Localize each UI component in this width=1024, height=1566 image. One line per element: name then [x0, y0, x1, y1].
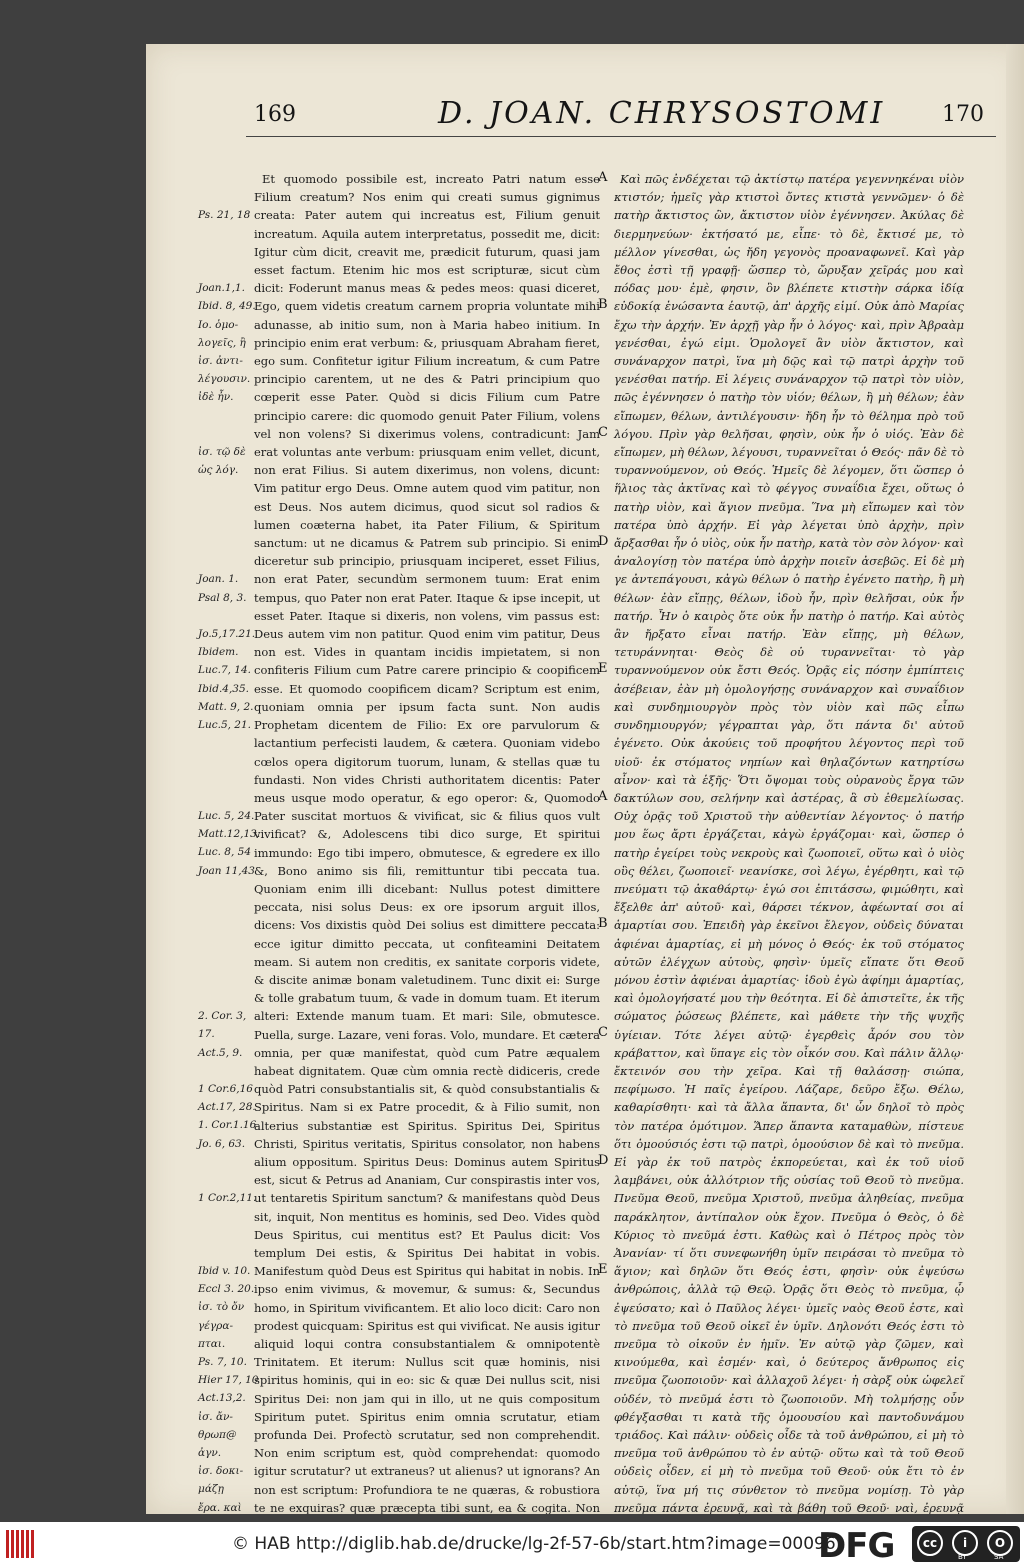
margin-note: ἰσ. ἄν- — [198, 1410, 233, 1423]
header-rule — [246, 136, 996, 137]
page-header — [146, 96, 1024, 134]
section-letter: C — [598, 424, 608, 440]
hab-logo-icon[interactable] — [6, 1530, 36, 1558]
sa-icon: O — [987, 1530, 1013, 1556]
section-letter: C — [598, 1025, 608, 1041]
margin-note: Psal 8, 3. — [198, 591, 247, 604]
margin-note: ἰσ. ἀντι- — [198, 355, 243, 367]
margin-note: θρωπ@ — [198, 1428, 237, 1441]
margin-note: Joan 11,43 — [198, 864, 255, 877]
margin-note: Luc.5, 21. — [198, 719, 252, 731]
scanned-page — [146, 44, 1024, 1514]
margin-note: Matt. 9, 2. — [198, 700, 254, 713]
section-letter: E — [598, 1262, 608, 1277]
margin-note: Ibid.4,35. — [198, 682, 250, 695]
section-letter: B — [598, 297, 608, 313]
by-label: BY — [958, 1553, 967, 1561]
section-letter: A — [598, 170, 608, 185]
sa-label: SA — [994, 1553, 1004, 1561]
section-letter: E — [598, 661, 608, 677]
margin-note: Ps. 7, 10. — [198, 1356, 247, 1368]
page-number-left: 169 — [254, 102, 296, 127]
margin-note: λογεῖς, ἢ — [198, 336, 246, 349]
margin-note: 1. Cor.1.16 — [198, 1119, 257, 1132]
dfg-logo[interactable]: DFG — [818, 1526, 895, 1566]
margin-note: Ibid. 8, 49. — [198, 300, 256, 313]
greek-text: Καὶ πῶς ἐνδέχεται τῷ ἀκτίστῳ πατέρα γεγεννηκέναι υἱὸν κτιστόν; ἡμεῖς γὰρ κτιστοὶ ὄντες κτιστὰ γεννῶμεν· ὁ δὲ πατὴρ ἄκτιστος ὢν, ἄκτιστον υἱὸν ἐγέννησεν. Ἀκύλας δὲ διερμηνεύων· ἐκτήσατό με, εἶπε· τὸ δὲ, ἔκτισέ με, τὸ μέλλον γίνεσθαι, ὡς ἤδη γεγονὸς προαναφωνεῖ. Καὶ γὰρ ἔθος ἐστὶ τῇ γραφῇ· ὥσπερ τὸ, ὤρυξαν χεῖράς μου καὶ πόδας μου· ἐμὲ, φησιν, ὃν βλέπετε κτιστὴν σάρκα ἰδίᾳ εὐδοκίᾳ ἑνώσαντα ἑαυτῷ, ἀπ' ἀρχῆς εἰμί. Οὐκ ἀπὸ Μαρίας ἔχω τὴν ἀρχήν. Ἐν ἀρχῇ γὰρ ἦν ὁ λόγος· καὶ, πρὶν Ἀβραὰμ γενέσθαι, ἐγώ εἰμι. Ὁμολογεῖ ἂν υἱὸν ἄκτιστον, καὶ συνάναρχον πατρὶ, ἵνα μὴ δῷς καὶ τῷ πατρὶ ἀρχὴν τοῦ γενέσθαι πατήρ. Εἰ λέγεις συνάναρχον τῷ πατρὶ τὸν υἱὸν, πῶς ἐγέννησεν ὁ πατὴρ τὸν υἱόν; θέλων, ἢ μὴ θέλων; ἐὰν εἴπωμεν, θέλων, ἀντιλέγουσιν· ἤδη ἦν τὸ θέλημα πρὸ τοῦ λόγου. Πρὶν γὰρ θελῆσαι, φησὶν, οὐκ ἦν ὁ υἱός. Ἐὰν δὲ εἴπωμεν, μὴ θέλων, λέγουσι, τυραννεῖται ὁ Θεός· πᾶν δὲ τὸ τυραννούμενον, οὐ Θεός. Ἡμεῖς δὲ λέγομεν, ὅτι ὥσπερ ὁ ἥλιος τὰς ἀκτῖνας καὶ τὸ φέγγος συναΐδια ἔχει, οὕτως ὁ πατὴρ υἱὸν, καὶ ἅγιον πνεῦμα. Ἵνα μὴ εἴπωμεν καὶ τὸν πατέρα ὑπὸ ἀρχήν. Εἰ γὰρ λέγεται ὑπὸ ἀρχὴν, πρὶν ἄρξασθαι ἦν ὁ υἱὸς, οὐκ ἦν πατὴρ, κατὰ τὸν σὸν λόγον· καὶ ἀναλογίσῃ τὸν πατέρα ὑπὸ ἀρχὴν ποιεῖν ἀσεβῶς. Εἰ δὲ μὴ γε ἀντεπάγουσι, κἀγὼ θέλων ὁ πατὴρ ἐγένετο πατὴρ, ἢ μὴ θέλων· ἐὰν εἴπῃς, θέλων, ἰδοὺ ἦν, πρὶν θελῆσαι, οὐκ ἦν πατήρ. Ἦν ὁ καιρὸς ὅτε οὐκ ἦν πατὴρ ὁ πατήρ. Καὶ αὐτὸς ἂν ἤρξατο εἶναι πατήρ. Ἐὰν εἴπῃς, μὴ θέλων, τετυράννηται· Θεὸς δὲ οὐ τυραννεῖται· τὸ γὰρ τυραννούμενον οὐκ ἔστι Θεός. Ὁρᾷς εἰς πόσην ἐμπίπτεις ἀσέβειαν, ἐὰν μὴ ὁμολογήσῃς συνάναρχον καὶ συναΐδιον καὶ συνδημιουργὸν πρὸς τὸν υἱὸν καὶ πῶς εἶπω συνδημιουργόν; γέγραπται γὰρ, ὅτι πάντα δι' αὐτοῦ ἐγένετο. Οὐκ ἀκούεις τοῦ προφήτου λέγοντος περὶ τοῦ υἱοῦ· ἐκ στόματος νηπίων καὶ θηλαζόντων κατηρτίσω αἶνον· καὶ τὰ ἑξῆς· Ὅτι ὄψομαι τοὺς οὐρανοὺς ἔργα τῶν δακτύλων σου, σελήνην καὶ ἀστέρας, ἃ σὺ ἐθεμελίωσας. Οὐχ ὁρᾷς τοῦ Χριστοῦ τὴν αὐθεντίαν λέγοντος· ὁ πατήρ μου ἕως ἄρτι ἐργάζεται, κἀγὼ ἐργάζομαι· καὶ, ὥσπερ ὁ πατὴρ ἐγείρει τοὺς νεκροὺς καὶ ζωοποιεῖ, οὕτω καὶ ὁ υἱὸς οὓς θέλει, ζωοποιεῖ· νεανίσκε, σοὶ λέγω, ἐγέρθητι, καὶ τῷ πνεύματι τῷ ἀκαθάρτῳ· ἐγώ σοι ἐπιτάσσω, φιμώθητι, καὶ ἔξελθε ἀπ' αὐτοῦ· καὶ, θάρσει τέκνον, ἀφέωνταί σοι αἱ ἁμαρτίαι σου. Ἐπειδὴ γὰρ ἐκεῖνοι ἔλεγον, οὐδεὶς δύναται ἀφιέναι ἁμαρτίας, εἰ μὴ μόνος ὁ Θεός· ἐκ τοῦ στόματος αὐτῶν ἐλέγχων αὐτοὺς, φησὶν· ὑμεῖς εἴπατε ὅτι Θεοῦ μόνου ἐστὶν ἀφιέναι ἁμαρτίας· ἰδοὺ ἐγὼ ἀφίημι ἁμαρτίας, καὶ ὁμολογήσατέ μου τὴν θεότητα. Εἰ δὲ ἀπιστεῖτε, ἐκ τῆς σώματος ῥώσεως βλέπετε, καὶ μάθετε τὴν τῆς ψυχῆς ὑγίειαν. Τότε λέγει αὐτῷ· ἐγερθεὶς ἆρόν σου τὸν κράβαττον, καὶ ὕπαγε εἰς τὸν οἶκόν σου. Καὶ πάλιν ἄλλῳ· ἔκτεινόν σου τὴν χεῖρα. Καὶ τῇ θαλάσσῃ· σιώπα, πεφίμωσο. Ἡ παῖς ἐγείρου. Λάζαρε, δεῦρο ἔξω. Θέλω, καθαρίσθητι· καὶ τὰ ἄλλα ἅπαντα, δι' ὧν δηλοῖ τὸ πρὸς τὸν πατέρα ὁμότιμον. Ἅπερ ἅπαντα καταμαθὼν, πίστευε ὅτι ὁμοούσιός ἐστι τῷ πατρὶ, ὁμοούσιον δὲ καὶ τὸ πνεῦμα. Εἰ γὰρ ἐκ τοῦ πατρὸς ἐκπορεύεται, καὶ ἐκ τοῦ υἱοῦ λαμβάνει, οὐκ ἀλλότριον τῆς οὐσίας τοῦ Θεοῦ τὸ πνεῦμα. Πνεῦμα Θεοῦ, πνεῦμα Χριστοῦ, πνεῦμα ἀληθείας, πνεῦμα παράκλητον, ἀντίπαλον οὐκ ἔχον. Πνεῦμα ὁ Θεὸς, ὁ δὲ Κύριος τὸ πνεῦμά ἐστι. Καθὼς καὶ ὁ Πέτρος πρὸς τὸν Ἀνανίαν· τί ὅτι συνεφωνήθη ὑμῖν πειράσαι τὸ πνεῦμα τὸ ἅγιον; καὶ δηλῶν ὅτι Θεός ἐστι, φησὶν· οὐκ ἐψεύσω ἀνθρώποις, ἀλλὰ τῷ Θεῷ. Ὁρᾷς ὅτι Θεὸς τὸ πνεῦμα, ᾧ ἐψεύσατο; καὶ ὁ Παῦλος λέγει· ὑμεῖς ναὸς Θεοῦ ἐστε, καὶ τὸ πνεῦμα τοῦ Θεοῦ οἰκεῖ ἐν ὑμῖν. Δηλονότι Θεός ἐστι τὸ πνεῦμα τὸ οἰκοῦν ἐν ἡμῖν. Ἐν αὐτῷ γὰρ ζῶμεν, καὶ κινούμεθα, καὶ ἐσμέν· καὶ, ὁ δεύτερος ἄνθρωπος εἰς πνεῦμα ζωοποιοῦν· καὶ ἀλλαχοῦ λέγει· ἡ σὰρξ οὐκ ὠφελεῖ οὐδέν, τὸ πνεῦμά ἐστι τὸ ζωοποιοῦν. Μὴ τολμήσῃς οὖν φθέγξασθαι τι κατὰ τῆς ὁμοουσίου καὶ παντοδυνάμου τριάδος. Καὶ πάλιν· οὐδεὶς οἶδε τὰ τοῦ ἀνθρώπου, εἰ μὴ τὸ πνεῦμα τοῦ ἀνθρώπου τὸ ἐν αὐτῷ· οὕτω καὶ τὰ τοῦ Θεοῦ οὐδεὶς οἶδεν, εἰ μὴ τὸ πνεῦμα τοῦ Θεοῦ· οὐκ ἔτι τὸ ἐν αὐτῷ, ἵνα μή τις σύνθετον τὸ πνεῦμα νομίσῃ. Τὸ γὰρ πνεῦμα πάντα ἐρευνᾷ, καὶ τὰ βάθη τοῦ Θεοῦ· ναὶ, ἐρευνᾷ — [614, 172, 964, 1514]
latin-text: Et quomodo possibile est, increato Patri natum esse Filium creatum? Nos enim qui creati sumus gignimus creata: Pater autem qui increatus est, Filium genuit increatum. Aquila autem interpretatus, possedit me, dicit: Igitur cùm dicit, creavit me, prædicit futurum, quasi jam esset factum. Etenim hic mos est scripturæ, sicut cùm dicit: Foderunt manus meas & pedes meos: quasi diceret, Ego, quem videtis creatum carnem propria voluntate mihi adunasse, ab initio sum, non à Maria habeo initium. In principio enim erat verbum: &, priusquam Abraham fieret, ego sum. Confitetur igitur Filium increatum, & cum Patre principio carentem, ut ne des & Patri principium quo cœperit esse Pater. Quòd si dicis Filium cum Patre principio carere: dic quomodo genuit Pater Filium, volens vel non volens? Si dixerimus volens, contradicunt: Jam erat voluntas ante verbum: priusquam enim vellet, dicunt, non erat Filius. Si autem dixerimus, non volens, dicunt: Vim patitur ergo Deus. Omne autem quod vim patitur, non est Deus. Nos autem dicimus, quod sicut sol radios & lumen coæterna habet, ita Pater Filium, & Spiritum sanctum: ut ne dicamus & Patrem sub principio. Si enim diceretur sub principio, priusquam inciperet, esset Filius, non erat Pater, secundùm sermonem tuum: Erat enim tempus, quo Pater non erat Pater. Itaque & ipse incepit, ut esset Pater. Itaque si dixeris, non volens, vim passus est: Deus autem vim non patitur. Quod enim vim patitur, Deus non est. Vides in quantam incidis impietatem, si non confiteris Filium cum Patre carere principio & coopificem esse. Et quomodo coopificem dicam? Scriptum est enim, quoniam omnia per ipsum facta sunt. Non audis Prophetam dicentem de Filio: Ex ore parvulorum & lactantium perfecisti laudem, & cætera. Quoniam videbo cœlos opera digitorum tuorum, lunam, & stellas quæ tu fundasti. Non vides Christi authoritatem dicentis: Pater meus usque modo operatur, & ego operor: &, Quomodo Pater suscitat mortuos & vivificat, sic & filius quos vult vivificat? &, Adolescens tibi dico surge, Et spiritui immundo: Ego tibi impero, obmutesce, & egredere ex illo &, Bono animo sis fili, remittuntur tibi peccata tua. Quoniam enim illi dicebant: Nullus potest dimittere peccata, nisi solus Deus: ex ore ipsorum arguit illos, dicens: Vos dixistis quòd Dei solius est dimittere peccata: ecce igitur dimitto peccata, ut confiteamini Deitatem meam. Si autem non creditis, ex sanitate corporis videte, & discite animæ bonam valetudinem. Tunc dixit ei: Surge & tolle grabatum tuum, & vade in domum tuam. Et iterum alteri: Extende manum tuam. Et mari: Sile, obmutesce. Puella, surge. Lazare, veni foras. Volo, mundare. Et cætera omnia, per quæ manifestat, quòd cum Patre æqualem habeat dignitatem. Quæ cùm omnia rectè didiceris, crede quòd Patri consubstantialis sit, & quòd consubstantialis & Spiritus. Nam si ex Patre procedit, & à Filio sumit, non alterius substantiæ est Spiritus. Spiritus Dei, Spiritus Christi, Spiritus veritatis, Spiritus consolator, non habens alium oppositum. Spiritus Deus: Dominus autem Spiritus est, sicut & Petrus ad Ananiam, Cur conspirastis inter vos, ut tentaretis Spiritum sanctum? & manifestans quòd Deus sit, inquit, Non mentitus es hominis, sed Deo. Vides quòd Deus Spiritus, cui mentitus est? Et Paulus dicit: Vos templum Dei estis, & Spiritus Dei habitat in vobis. Manifestum quòd Deus est Spiritus qui habitat in nobis. In ipso enim vivimus, & movemur, & sumus: &, Secundus homo, in Spiritum vivificantem. Et alio loco dicit: Caro non prodest quicquam: Spiritus est qui vivificat. Ne ausis igitur aliquid loqui contra consubstantialem & omnipotentè Trinitatem. Et iterum: Nullus scit quæ hominis, nisi spiritus hominis, qui in eo: sic & quæ Dei nullus scit, nisi Spiritus Dei: non jam qui in illo, ut ne quis compositum Spiritum putet. Spiritus enim omnia scrutatur, etiam profunda Dei. Profectò scrutatur, sed non comprehendit. Non enim scriptum est, quòd comprehendat: quomodo igitur scrutatur? ut extraneus? ut alienus? ut ignorans? An non est scriptum: Profundiora te ne quæras, & robustiora te ne exquiras? quæ præcepta tibi sunt, ea & cogita. Non — [254, 172, 600, 1514]
page-edge — [1006, 44, 1024, 1514]
footer-bar — [0, 1522, 1024, 1566]
margin-note: ὡς λόγ. — [198, 464, 239, 477]
margin-note: Hier 17, 10 — [198, 1374, 259, 1387]
latin-column — [254, 170, 600, 1514]
greek-column — [614, 170, 964, 1514]
section-letter: D — [598, 534, 609, 549]
section-letter: A — [598, 788, 608, 804]
margin-note: ἰσ. τῷ δὲ — [198, 446, 246, 458]
margin-note: 17. — [198, 1028, 215, 1041]
margin-note: Luc.7, 14. — [198, 664, 252, 677]
margin-note: Ibidem. — [198, 646, 239, 659]
section-letter: D — [598, 1152, 609, 1168]
copyright-link[interactable]: © HAB http://diglib.hab.de/drucke/lg-2f-57-6b/start.htm?image=00096 — [232, 1534, 836, 1554]
margin-note: Joan. 1. — [198, 573, 239, 586]
section-letter: B — [598, 916, 608, 932]
cc-icon: cc — [917, 1530, 943, 1556]
margin-note: Act.13,2. — [198, 1392, 246, 1405]
margin-note: ἔρα. καὶ — [198, 1501, 242, 1514]
margin-note: λέγουσιν. — [198, 373, 251, 386]
margin-note: ἰσ. δοκι- — [198, 1465, 244, 1478]
margin-note: Act.17, 28. — [198, 1101, 256, 1114]
margin-note: Joan.1,1. — [198, 282, 245, 295]
margin-note: Eccl 3. 20. — [198, 1283, 255, 1296]
margin-note: Ιο. ὁμο- — [198, 318, 239, 331]
margin-note: γέγρα- — [198, 1319, 233, 1332]
margin-note: Matt.12,13. — [198, 828, 261, 841]
running-title: D. JOAN. CHRYSOSTOMI — [438, 96, 886, 131]
margin-note: Jo. 6, 63. — [198, 1137, 246, 1150]
margin-note: 2. Cor. 3, — [198, 1010, 247, 1023]
margin-note: Luc. 5, 24. — [198, 810, 255, 822]
page-number-right: 170 — [942, 102, 984, 127]
margin-note: ἰδὲ ἦν. — [198, 391, 234, 404]
margin-note: 1 Cor.2,11. — [198, 1192, 257, 1205]
margin-note: Act.5, 9. — [198, 1046, 243, 1059]
margin-note: Ps. 21, 18 — [198, 209, 251, 222]
margin-note: Jo.5,17.21. — [198, 628, 256, 640]
margin-note: ἀγν. — [198, 1447, 222, 1459]
margin-note: Ibid v. 10. — [198, 1265, 251, 1277]
by-icon: i — [952, 1530, 978, 1556]
margin-note: 1 Cor.6,16 — [198, 1083, 253, 1095]
cc-license-badge[interactable] — [912, 1526, 1020, 1562]
margin-note: πται. — [198, 1337, 226, 1350]
margin-note: ἰσ. τὸ ὄν — [198, 1301, 245, 1314]
margin-note: μάζῃ — [198, 1483, 224, 1496]
margin-note: Luc. 8, 54 — [198, 846, 252, 859]
